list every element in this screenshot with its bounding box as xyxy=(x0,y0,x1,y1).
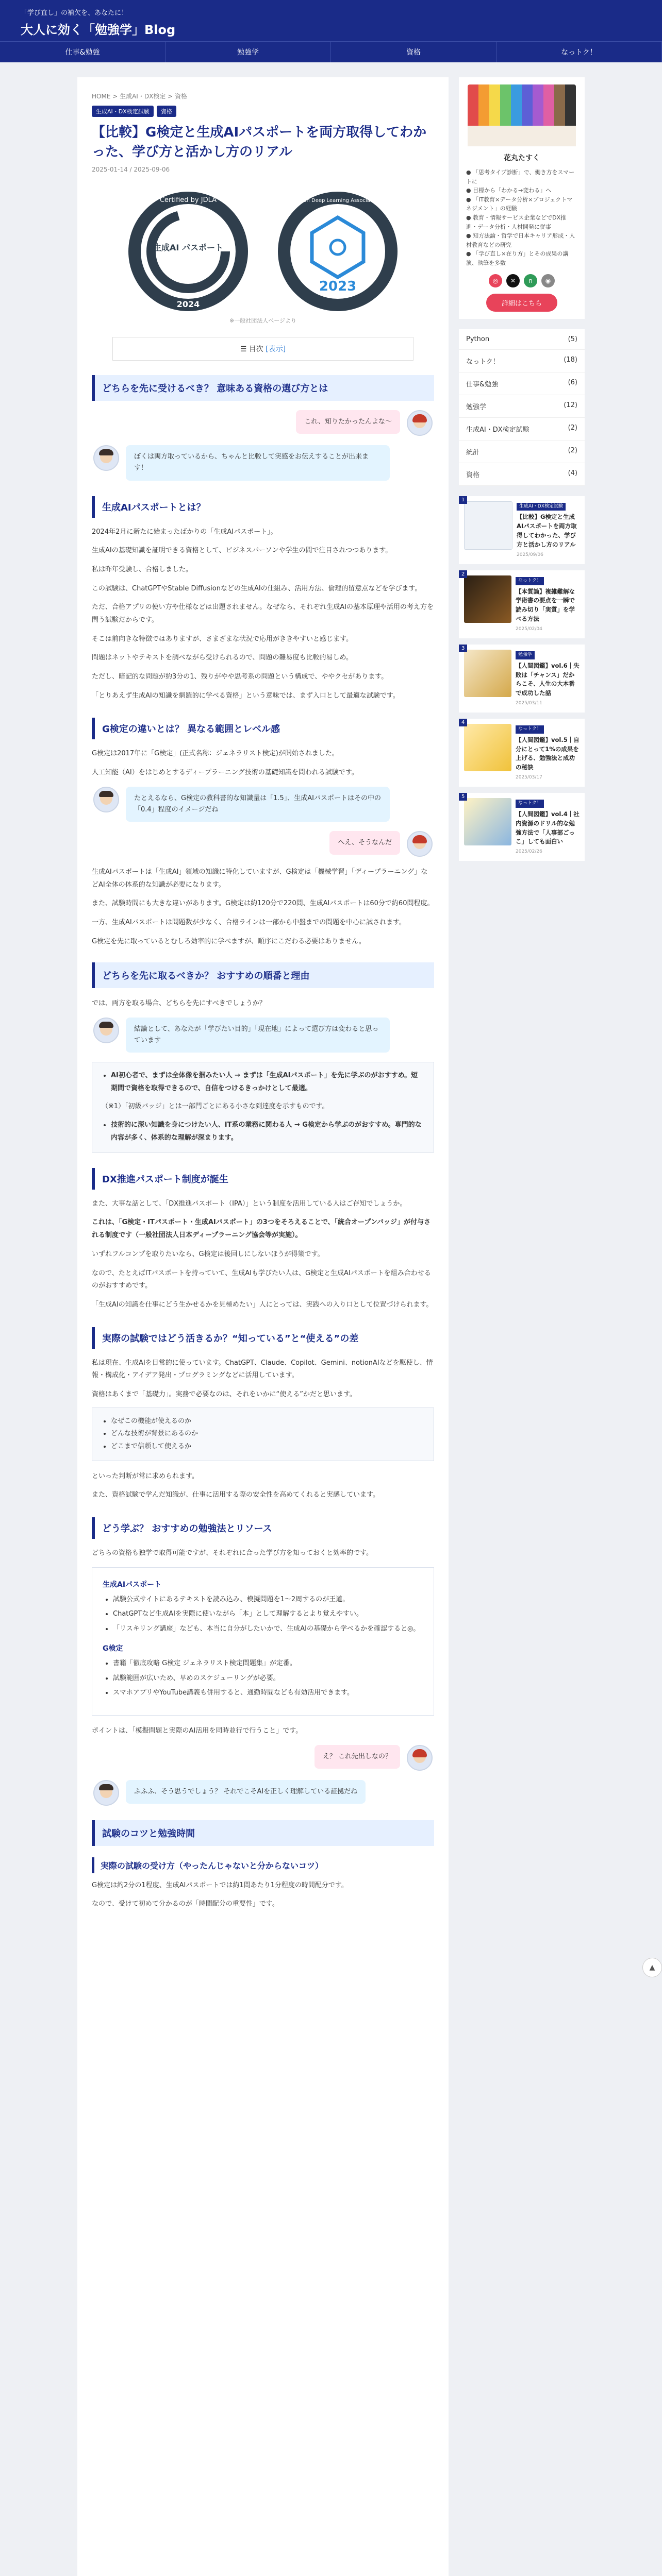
profile-list xyxy=(466,168,577,268)
balloon-text: ふふふ、そう思うでしょう？ それでこそAIを正しく理解している証拠だね xyxy=(126,1780,366,1804)
paragraph: 「生成AIの知識を仕事にどう生かせるかを見極めたい」人にとっては、実践への入り口として位置づけられます。 xyxy=(92,1300,433,1309)
post-date: 2025-01-14 / 2025-09-06 xyxy=(92,166,170,174)
list-item: • 試験範囲が広いため、早めのスケジューリングが必要。 xyxy=(113,1672,423,1685)
section-heading: どう学ぶ？ おすすめの勉強法とリソース xyxy=(92,1517,434,1539)
category-item[interactable]: Python (5) xyxy=(459,329,585,350)
paragraph: G検定を先に取っているとむしろ効率的に学べますが、順序にこだわる必要はありません。 xyxy=(92,937,366,945)
popular-posts xyxy=(459,496,585,861)
paragraph: 2024年2月に新たに始まったばかりの「生成AIパスポート」。 xyxy=(92,528,277,536)
rank-badge: 5 xyxy=(459,793,467,801)
main-article xyxy=(77,77,449,2576)
popular-post-item[interactable] xyxy=(459,570,585,638)
sns-links xyxy=(466,274,577,287)
chevron-up-icon: ▲ xyxy=(649,1963,655,1972)
avatar xyxy=(407,831,433,857)
paragraph: 「とりあえず生成AIの知識を網羅的に学べる資格」という意味では、まず入口として最適な試験です。 xyxy=(92,691,400,700)
post-category: 勉強学 xyxy=(516,651,535,659)
nav-item-nattoku[interactable]: なっトク！ xyxy=(496,42,662,62)
eyecatch-caption: ※一般社団法人ページより xyxy=(229,317,296,325)
scroll-to-top-button[interactable] xyxy=(642,1958,662,1977)
post-category: 生成AI・DX検定試験 xyxy=(517,503,566,511)
paragraph: 私は現在、生成AIを日常的に使っています。ChatGPT、Claude、Copilot、Gemini、notionAIなどを駆使し、情報・構成化・アイデア発出・プログラミングなどに活用しています。 xyxy=(92,1359,433,1380)
nav-item-work-study[interactable]: 仕事&勉強 xyxy=(0,42,166,62)
breadcrumb[interactable]: HOME > 生成AI・DX検定 > 資格 xyxy=(92,93,187,100)
paragraph: これは、「G検定・ITパスポート・生成AIパスポート」の3つをそろえることで、「統合オープンバッジ」が付与される制度です（一般社団法人日本ディープラーニング協会等が実施）。 xyxy=(92,1218,431,1240)
list-icon: ☰ xyxy=(240,345,247,354)
post-date: 2025/09/06 xyxy=(517,552,543,557)
paragraph: なので、受けて初めて分かるのが「時間配分の重要性」です。 xyxy=(92,1900,279,1908)
speech-balloon xyxy=(92,1018,434,1053)
profile-item: ● 目標から「わかる→変わる」へ xyxy=(466,187,552,194)
paragraph: また、大事な話として、「DX推進パスポート（IPA）」という制度を活用している人はご存知でしょうか。 xyxy=(92,1199,407,1208)
list-item: • どんな技術が背景にあるのか xyxy=(111,1428,424,1440)
badge-right-year-text: 2023 xyxy=(319,279,357,295)
rank-badge: 3 xyxy=(459,645,467,652)
post-thumbnail[interactable] xyxy=(464,798,511,845)
resource-box xyxy=(92,1567,434,1716)
resource-subtitle: G検定 xyxy=(103,1644,123,1653)
paragraph: ただ、合格アプリの使い方や仕様などは出題されません。なぜなら、それぞれ生成AIの基本原理や活用の考え方を問う試験だからです。 xyxy=(92,603,434,624)
speech-balloon xyxy=(92,410,434,436)
paragraph: どちらの資格も独学で取得可能ですが、それぞれに合った学び方を知っておくと効率的です。 xyxy=(92,1549,373,1557)
site-tagline: 「学び直し」の補欠を、あなたに！ xyxy=(21,9,128,17)
profile-item: ● 知方法論・哲学で日本キャリア形成・人材教育などの研究 xyxy=(466,232,575,248)
section-heading: どちらを先に取るべきか？ おすすめの順番と理由 xyxy=(92,962,434,988)
post-thumbnail[interactable] xyxy=(464,575,511,623)
paragraph: この試験は、ChatGPTやStable Diffusionなどの生成AIの仕組み、活用方法、倫理的留意点などを学びます。 xyxy=(92,584,422,592)
nav-item-study[interactable]: 勉強学 xyxy=(166,42,331,62)
genai-passport-badge-icon xyxy=(126,190,250,313)
content-wrapper xyxy=(77,77,585,2576)
eyecatch-image xyxy=(92,181,434,316)
instagram-icon[interactable]: ◎ xyxy=(489,274,502,287)
section-heading: 生成AIパスポートとは？ xyxy=(92,496,434,518)
balloon-text: え？ これ先出しなの？ xyxy=(315,1745,400,1769)
rank-badge: 4 xyxy=(459,719,467,726)
rank-badge: 1 xyxy=(459,496,467,504)
avatar xyxy=(407,1745,433,1771)
profile-image xyxy=(468,84,576,146)
paragraph: ポイントは、「模擬問題と実際のAI活用を同時並行で行うこと」です。 xyxy=(92,1726,303,1735)
balloon-text: これ、知りたかったんよな〜 xyxy=(296,410,400,434)
profile-item: ● 教育・情報サービス企業などでDX推進・データ分析・人材開発に従事 xyxy=(466,214,567,230)
paragraph: 人工知能（AI）をはじめとするディープラーニング技術の基礎知識を問われる試験です。 xyxy=(92,769,358,777)
category-item[interactable]: 勉強学 (12) xyxy=(459,395,585,418)
subsection-heading: 実際の試験の受け方（やったんじゃないと分からないコツ） xyxy=(92,1857,434,1873)
category-item[interactable]: 資格 (4) xyxy=(459,463,585,486)
paragraph: なので、たとえばITパスポートを持っていて、生成AIも学びたい人は、G検定と生成AIパスポートを組み合わせるのがおすすめです。 xyxy=(92,1269,431,1290)
section-heading: 実際の試験ではどう活きるか？“知っている”と“使える”の差 xyxy=(92,1327,434,1349)
toc-toggle-link[interactable]: [表示] xyxy=(266,345,286,354)
badge-right-top-text: Japan Deep Learning Association xyxy=(295,198,380,204)
profile-widget xyxy=(459,77,585,319)
list-item: • スマホアプリやYouTube講義も併用すると、通勤時間なども有効活用できます。 xyxy=(113,1687,423,1700)
post-thumbnail[interactable] xyxy=(464,650,511,697)
post-date: 2025/03/17 xyxy=(516,775,542,781)
badge-left-main-text: 生成AI パスポート xyxy=(153,243,223,253)
category-widget xyxy=(459,329,585,486)
list-item: • どこまで信頼して使えるか xyxy=(111,1440,424,1453)
recommendation-box xyxy=(92,1062,434,1152)
post-category: なっトク！ xyxy=(516,577,544,585)
nav-item-qualification[interactable]: 資格 xyxy=(331,42,496,62)
avatar xyxy=(93,1780,119,1806)
speech-balloon xyxy=(92,787,434,822)
post-thumbnail[interactable] xyxy=(464,501,512,550)
category-badges xyxy=(92,106,434,117)
x-icon[interactable]: ✕ xyxy=(506,274,520,287)
post-title: 【比較】G検定と生成AIパスポートを両方取得してわかった、学び方と活かし方のリアル xyxy=(92,125,427,160)
category-badge-genai[interactable]: 生成AI・DX検定試験 xyxy=(92,106,154,117)
category-badge-qualification[interactable]: 資格 xyxy=(157,106,176,117)
g-certificate-badge-icon xyxy=(276,190,400,313)
list-item: • ChatGPTなど生成AIを実際に使いながら「本」として理解するとより覚えやすい。 xyxy=(113,1608,423,1621)
speech-balloon xyxy=(92,831,434,857)
paragraph: いずれフルコンプを取りたいなら、G検定は後回しにしないほうが得策です。 xyxy=(92,1250,324,1258)
popular-post-item[interactable] xyxy=(459,719,585,787)
balloon-text: たとえるなら、G検定の教科書的な知識量は「1.5」、生成AIパスポートはその中の「0.4」程度のイメージだね xyxy=(126,787,390,822)
post-category: なっトク！ xyxy=(516,800,544,808)
sidebar xyxy=(459,77,585,2576)
popular-post-item[interactable] xyxy=(459,793,585,861)
post-title-link[interactable]: 【人間図鑑】vol.6｜失敗は「チャンス」だからこそ、人生の大本番で成功した話 xyxy=(516,662,580,697)
paragraph: では、両方を取る場合、どちらを先にすべきでしょうか？ xyxy=(92,999,266,1008)
paragraph: 問題はネットやテキストを調べながら受けられるので、問題の難易度も比較的易しめ。 xyxy=(92,654,353,662)
balloon-text: ぼくは両方取っているから、ちゃんと比較して実感をお伝えすることが出来ます！ xyxy=(126,445,390,480)
paragraph: また、資格試験で学んだ知識が、仕事に活用する際の安全性を高めてくれると実感しています。 xyxy=(92,1491,379,1499)
avatar xyxy=(93,445,119,471)
post-title-link[interactable]: 【本質論】複雑難解な学術書の要点を一瞬で読み切り「実質」を学べる方法 xyxy=(516,587,575,623)
category-item[interactable]: 仕事&勉強 (6) xyxy=(459,372,585,395)
post-date: 2025/02/04 xyxy=(516,626,542,632)
balloon-text: 結論として、あなたが「学びたい目的」「現在地」によって選び方は変わると思っています xyxy=(126,1018,390,1053)
badge-left-top-text: Certified by JDLA xyxy=(159,196,217,205)
speech-balloon xyxy=(92,445,434,480)
section-heading: どちらを先に受けるべき？ 意味ある資格の選び方とは xyxy=(92,375,434,401)
list-item: • なぜこの機能が使えるのか xyxy=(111,1415,424,1428)
profile-name: 花丸たすく xyxy=(504,154,540,162)
paragraph: 生成AIパスポートは「生成AI」領域の知識に特化していますが、G検定は「機械学習」「ディープラーニング」などAI全体の体系的な知識が必要になります。 xyxy=(92,868,428,889)
list-item: • 試験公式サイトにあるテキストを読み込み、模擬問題を1〜2周するのが王道。 xyxy=(113,1594,423,1606)
site-title[interactable]: 大人に効く「勉強学」Blog xyxy=(21,23,176,37)
post-category: なっトク！ xyxy=(516,725,544,734)
badge-left-year-text: 2024 xyxy=(176,299,200,310)
paragraph: 一方、生成AIパスポートは問題数が少なく、合格ラインは一部から中盤までの問題を中心に試されます。 xyxy=(92,919,406,927)
paragraph: G検定は約2分の1程度、生成AIパスポートでは約1問あたり1分程度の時間配分です。 xyxy=(92,1881,348,1889)
toc-label: 目次 xyxy=(249,345,263,354)
section-heading: G検定の違いとは？ 異なる範囲とレベル感 xyxy=(92,718,434,739)
paragraph: といった判断が常に求められます。 xyxy=(92,1472,198,1480)
global-nav xyxy=(0,41,662,62)
note-icon[interactable]: n xyxy=(524,274,537,287)
paragraph: （※1）「初級バッジ」とは一部門ごとにある小さな到達度を示すものです。 xyxy=(102,1102,329,1110)
speech-balloon xyxy=(92,1780,434,1806)
profile-detail-button[interactable]: 詳細はこちら xyxy=(486,294,557,312)
speech-balloon xyxy=(92,1745,434,1771)
paragraph: 生成AIの基礎知識を証明できる資格として、ビジネスパーソンや学生の間で注目されつつあります。 xyxy=(92,547,392,555)
resource-subtitle: 生成AIパスポート xyxy=(103,1580,162,1589)
list-item: • AI初心者で、まずは全体像を掴みたい人 → まずは「生成AIパスポート」を先に学ぶのがおすすめ。短期間で資格を取得できるので、自信をつけるきっかけとして最適。 xyxy=(111,1070,424,1095)
rank-badge: 2 xyxy=(459,570,467,578)
avatar xyxy=(407,410,433,436)
category-item[interactable]: なっトク！ (18) xyxy=(459,350,585,372)
post-thumbnail[interactable] xyxy=(464,724,511,771)
balloon-text: へえ、そうなんだ xyxy=(329,831,400,855)
profile-item: ● 「思考タイプ診断」で、働き方をスマートに xyxy=(466,169,575,185)
post-title-link[interactable]: 【比較】G検定と生成AIパスポートを両方取得してわかった、学び方と活かし方のリアル xyxy=(517,513,577,548)
post-date: 2025/02/26 xyxy=(516,849,542,855)
list-item: • 書籍「徹底攻略 G検定 ジェネラリスト検定問題集」が定番。 xyxy=(113,1657,423,1670)
list-item: • 「リスキリング講座」なども、本当に自分がしたいかで、生成AIの基礎から学べるかを確認すると◎。 xyxy=(113,1623,423,1636)
section-heading: 試験のコツと勉強時間 xyxy=(92,1820,434,1846)
category-item[interactable]: 統計 (2) xyxy=(459,440,585,463)
section-heading: DX推進パスポート制度が誕生 xyxy=(92,1168,434,1190)
category-item[interactable]: 生成AI・DX検定試験 (2) xyxy=(459,418,585,440)
post-title-link[interactable]: 【人間図鑑】vol.4｜社内資源のドリル的な勉強方法で「人事部ごっこ」しても面白い xyxy=(516,810,580,845)
rss-icon[interactable]: ◉ xyxy=(541,274,555,287)
checklist-box xyxy=(92,1408,434,1461)
paragraph: 私は昨年受験し、合格しました。 xyxy=(92,565,193,573)
popular-post-item[interactable] xyxy=(459,645,585,713)
post-date: 2025/03/11 xyxy=(516,700,542,706)
profile-item: ● 「IT教育×データ分析×プロジェクトマネジメント」の経験 xyxy=(466,196,573,212)
paragraph: 資格はあくまで「基礎力」。実務で必要なのは、それをいかに“使える”かだと思います。 xyxy=(92,1390,356,1398)
table-of-contents xyxy=(112,337,413,361)
post-title-link[interactable]: 【人間図鑑】vol.5｜自分にとって1%の成果を上げる、勉強法と成功の秘訣 xyxy=(516,736,580,771)
avatar xyxy=(93,787,119,812)
paragraph: G検定は2017年に「G検定」(正式名称：ジェネラリスト検定)が開始されました。 xyxy=(92,750,339,758)
paragraph: そこは前向きな特徴ではありますが、さまざまな状況で応用がききやすいと感じます。 xyxy=(92,635,353,643)
avatar xyxy=(93,1018,119,1043)
paragraph: また、試験時間にも大きな違いがあります。G検定は約120分で220問、生成AIパスポートは60分で約60問程度。 xyxy=(92,900,434,908)
profile-item: ● 「学び直し×在り方」とその成果の講演、執筆を多数 xyxy=(466,250,569,266)
list-item: • 技術的に深い知識を身につけたい人、IT系の業務に関わる人 → G検定から学ぶのがおすすめ。専門的な内容が多く、体系的な理解が深まります。 xyxy=(111,1119,424,1144)
paragraph: ただし、暗記的な問題が約3分の1、残りがやや思考系の問題という構成で、ややクセがあります。 xyxy=(92,673,388,681)
popular-post-item[interactable] xyxy=(459,496,585,564)
site-header xyxy=(0,0,662,41)
